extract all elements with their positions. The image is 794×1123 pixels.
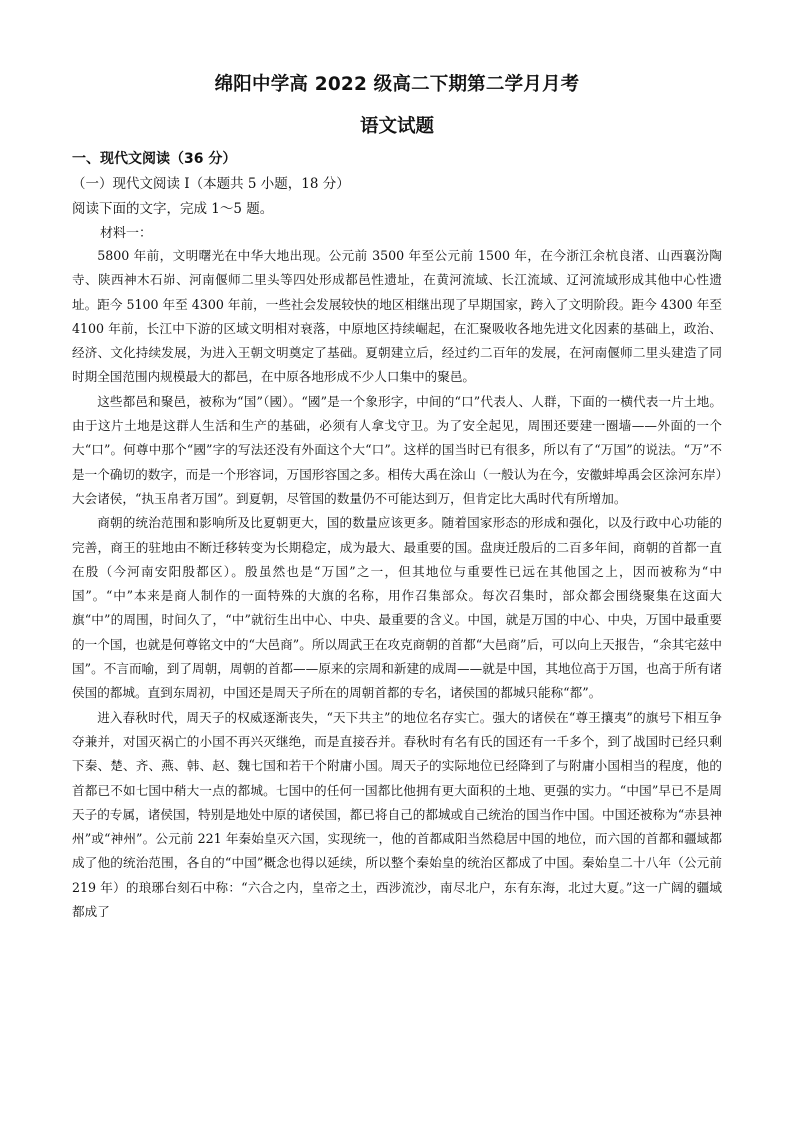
passage-paragraph: 5800 年前，文明曙光在中华大地出现。公元前 3500 年至公元前 1500 年，在今浙江余杭良渚、山西襄汾陶寺、陕西神木石峁、河南偃师二里头等四处形成都邑性遗址，在黄河流域、长江流域、辽河流域形成其他中心性遗址。距今 5100 年至 4300 年前，一些社会发展较快的地区相继出现了早期国家，跨入了文明阶段。距今 4300 年至 4100 年前，长江中下游的区域文明相对衰落，中原地区持续崛起，在汇聚吸收各地先进文化因素的基础上，政治、经济、文化持续发展，为进入王朝文明奠定了基础。夏朝建立后，经过约二百年的发展，在河南偃师二里头建造了同时期全国范围内规模最大的都邑，在中原各地形成不少人口集中的聚邑。 [72, 248, 722, 385]
subsection-heading: （一）现代文阅读 I（本题共 5 小题，18 分） [72, 176, 350, 192]
passage-paragraph: 这些都邑和聚邑，被称为“国”（國）。“國”是一个象形字，中间的“口”代表人、人群，下面的一横代表一片土地。由于这片土地是这群人生活和生产的基础，必须有人拿戈守卫。为了安全起见，周围还要建一圈墙——外面的一个大“口”。何尊中那个“國”字的写法还没有外面这个大“口”。这样的国当时已有很多，所以有了“万国”的说法。“万”不是一个确切的数字，而是一个形容词，万国形容国之多。相传大禹在涂山（一般认为在今，安徽蚌埠禹会区涂河东岸）大会诸侯，“执玉帛者万国”。到夏朝，尽管国的数量仍不可能达到万，但肯定比大禹时代有所增加。 [72, 393, 722, 506]
passage-paragraph: 商朝的统治范围和影响所及比夏朝更大，国的数量应该更多。随着国家形态的形成和强化，以及行政中心功能的完善，商王的驻地由不断迁移转变为长期稳定，成为最大、最重要的国。盘庚迁殷后的二百多年间，商朝的首都一直在殷（今河南安阳殷都区）。殷虽然也是“万国”之一，但其地位与重要性已远在其他国之上，因而被称为“中国”。“中”本来是商人制作的一面特殊的大旗的名称，用作召集部众。每次召集时，部众都会围绕聚集在这面大旗“中”的周围，时间久了，“中”就衍生出中心、中央、最重要的含义。中国，就是万国的中心、中央，万国中最重要的一个国，也就是何尊铭文中的“大邑商”。所以周武王在攻克商朝的首都“大邑商”后，可以向上天报告，“余其宅兹中国”。不言而喻，到了周朝，周朝的首都——原来的宗周和新建的成周——就是中国，其地位高于万国，也高于所有诸侯国的都城。直到东周初，中国还是周天子所在的周朝首都的专名，诸侯国的都城只能称“都”。 [72, 515, 722, 701]
exam-subject: 语文试题 [359, 116, 434, 137]
section-heading: 一、现代文阅读（36 分） [72, 151, 237, 167]
reading-passage [72, 244, 722, 924]
passage-paragraph: 进入春秋时代，周天子的权威逐渐丧失，“天下共主”的地位名存实亡。强大的诸侯在“尊王攘夷”的旗号下相互争夺兼并，对国灭祸亡的小国不再兴灭继绝，而是直接吞并。春秋时有名有氏的国还有一千多个，到了战国时已经只剩下秦、楚、齐、燕、韩、赵、魏七国和若干个附庸小国。周天子的实际地位已经降到了与附庸小国相当的程度，他的首都已不如七国中稍大一点的都城。七国中的任何一国都比他拥有更大面积的土地、更强的实力。“中国”早已不是周天子的专属，诸侯国，特别是地处中原的诸侯国，都已将自己的都城或自己统治的国当作中国。中国还被称为“赤县神州”或“神州”。公元前 221 年秦始皇灭六国，实现统一，他的首都咸阳当然稳居中国的地位，而六国的首都和疆域都成了他的统治范围，各自的“中国”概念也得以延续，所以整个秦始皇的统治区都成了中国。秦始皇二十八年（公元前 219 年）的琅琊台刻石中称：“六合之内，皇帝之土，西涉流沙，南尽北户，东有东海，北过大夏。”这一广阔的疆域都成了 [72, 709, 722, 920]
exam-title: 绵阳中学高 2022 级高二下期第二学月月考 [214, 74, 580, 95]
material-label: 材料一： [100, 226, 153, 241]
reading-instruction: 阅读下面的文字，完成 1～5 题。 [72, 201, 274, 217]
